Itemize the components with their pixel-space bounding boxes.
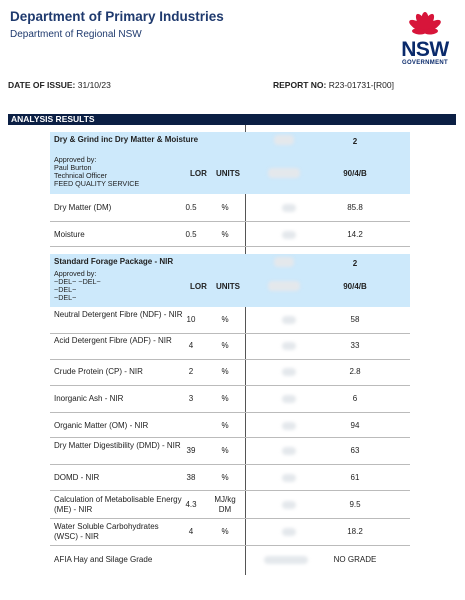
report-number bbox=[273, 80, 394, 90]
redacted-blur bbox=[282, 204, 296, 212]
table-row bbox=[50, 360, 410, 386]
lor-value: 39 bbox=[186, 446, 196, 455]
result-value: 18.2 bbox=[347, 527, 363, 536]
lor-value: 0.5 bbox=[185, 230, 197, 239]
unit-value: % bbox=[221, 394, 229, 403]
table-row bbox=[50, 386, 410, 413]
table-row bbox=[50, 465, 410, 491]
analyte-name: Inorganic Ash - NIR bbox=[54, 394, 124, 403]
table-row bbox=[50, 519, 410, 546]
redacted-blur bbox=[282, 528, 296, 536]
result-value: 63 bbox=[350, 446, 360, 455]
units-header: UNITS bbox=[216, 169, 240, 178]
result-value: 9.5 bbox=[349, 500, 361, 509]
result-value: 6 bbox=[352, 394, 358, 403]
redacted-blur bbox=[264, 556, 308, 564]
date-of-issue bbox=[8, 80, 111, 90]
redacted-blur bbox=[268, 168, 300, 178]
table-row bbox=[50, 491, 410, 519]
lor-value: 4 bbox=[188, 341, 194, 350]
analyte-name: Moisture bbox=[54, 230, 85, 239]
table-row bbox=[50, 222, 410, 247]
redacted-blur bbox=[282, 231, 296, 239]
analyte-name: AFIA Hay and Silage Grade bbox=[54, 555, 153, 564]
unit-value: % bbox=[221, 341, 229, 350]
lor-value: 38 bbox=[186, 473, 196, 482]
redacted-blur bbox=[268, 281, 300, 291]
department-title: Department of Primary Industries bbox=[10, 9, 224, 24]
result-value: 61 bbox=[350, 473, 360, 482]
unit-value: MJ/kg DM bbox=[214, 495, 236, 514]
approver-role: Technical Officer bbox=[54, 171, 107, 180]
lor-value: 2 bbox=[188, 367, 194, 376]
result-value: 94 bbox=[350, 421, 360, 430]
redacted-blur bbox=[274, 257, 294, 267]
lor-header: LOR bbox=[190, 169, 207, 178]
unit-value: % bbox=[221, 315, 229, 324]
unit-value: % bbox=[221, 230, 229, 239]
analyte-name: Crude Protein (CP) - NIR bbox=[54, 367, 143, 376]
analyte-name: Acid Detergent Fibre (ADF) - NIR bbox=[54, 336, 172, 345]
unit-value: % bbox=[221, 203, 229, 212]
table-row bbox=[50, 334, 410, 360]
approver-service: FEED QUALITY SERVICE bbox=[54, 179, 140, 188]
table-row bbox=[50, 413, 410, 438]
result-value: 58 bbox=[350, 315, 360, 324]
redacted-blur bbox=[282, 422, 296, 430]
table-row bbox=[50, 438, 410, 465]
lor-header: LOR bbox=[190, 282, 207, 291]
analysis-results-bar: ANALYSIS RESULTS bbox=[8, 114, 456, 125]
analyte-name: Dry Matter Digestibility (DMD) - NIR bbox=[54, 441, 181, 450]
approver-service: ~DEL~ bbox=[54, 293, 77, 302]
lor-value: 4 bbox=[188, 527, 194, 536]
units-header: UNITS bbox=[216, 282, 240, 291]
result-value: 14.2 bbox=[347, 230, 363, 239]
lor-value: 10 bbox=[186, 315, 196, 324]
report-label: REPORT NO: bbox=[273, 80, 327, 90]
analyte-name: Water Soluble Carbohydrates (WSC) - NIR bbox=[54, 522, 159, 541]
section-forage-header bbox=[50, 254, 410, 307]
table-row bbox=[50, 194, 410, 222]
redacted-blur bbox=[282, 342, 296, 350]
sample-code: 90/4/B bbox=[343, 282, 367, 291]
nsw-logo-word: NSW bbox=[401, 38, 449, 61]
table-row bbox=[50, 546, 410, 575]
lor-value: 0.5 bbox=[185, 203, 197, 212]
approver-name: Paul Burton bbox=[54, 163, 92, 172]
redacted-blur bbox=[282, 474, 296, 482]
department-subtitle: Department of Regional NSW bbox=[10, 29, 142, 40]
approved-by-label: Approved by: bbox=[54, 155, 97, 164]
result-value: 2.8 bbox=[349, 367, 361, 376]
unit-value: % bbox=[221, 446, 229, 455]
section-dry-grind-header bbox=[50, 132, 410, 194]
unit-value: % bbox=[221, 367, 229, 376]
analyte-name: Organic Matter (OM) - NIR bbox=[54, 421, 149, 430]
redacted-blur bbox=[282, 447, 296, 455]
unit-value: % bbox=[221, 527, 229, 536]
analyte-name: Dry Matter (DM) bbox=[54, 203, 112, 212]
section-title: Dry & Grind inc Dry Matter & Moisture bbox=[54, 135, 199, 144]
unit-value: % bbox=[221, 421, 229, 430]
lor-value: 4.3 bbox=[185, 500, 197, 509]
redacted-blur bbox=[282, 395, 296, 403]
redacted-blur bbox=[282, 316, 296, 324]
approved-by-label: Approved by: bbox=[54, 269, 97, 278]
approver-role: ~DEL~ bbox=[54, 285, 77, 294]
section-title: Standard Forage Package - NIR bbox=[54, 257, 174, 266]
redacted-blur bbox=[282, 501, 296, 509]
analyte-name: Calculation of Metabolisable Energy (ME) - NIR bbox=[54, 495, 182, 514]
result-value: NO GRADE bbox=[333, 555, 377, 564]
issue-value: 31/10/23 bbox=[77, 80, 111, 90]
sample-count: 2 bbox=[352, 259, 358, 268]
government-logo-word: GOVERNMENT bbox=[401, 60, 448, 66]
analyte-name: Neutral Detergent Fibre (NDF) - NIR bbox=[54, 310, 183, 319]
result-value: 85.8 bbox=[347, 203, 363, 212]
table-row bbox=[50, 307, 410, 334]
unit-value: % bbox=[221, 473, 229, 482]
approver-name: ~DEL~ ~DEL~ bbox=[54, 277, 101, 286]
sample-count: 2 bbox=[352, 137, 358, 146]
result-value: 33 bbox=[350, 341, 360, 350]
issue-label: DATE OF ISSUE: bbox=[8, 80, 76, 90]
report-value: R23-01731-[R00] bbox=[328, 80, 394, 90]
sample-code: 90/4/B bbox=[343, 169, 367, 178]
lor-value: 3 bbox=[188, 394, 194, 403]
analyte-name: DOMD - NIR bbox=[54, 473, 100, 482]
redacted-blur bbox=[282, 368, 296, 376]
redacted-blur bbox=[274, 135, 294, 145]
